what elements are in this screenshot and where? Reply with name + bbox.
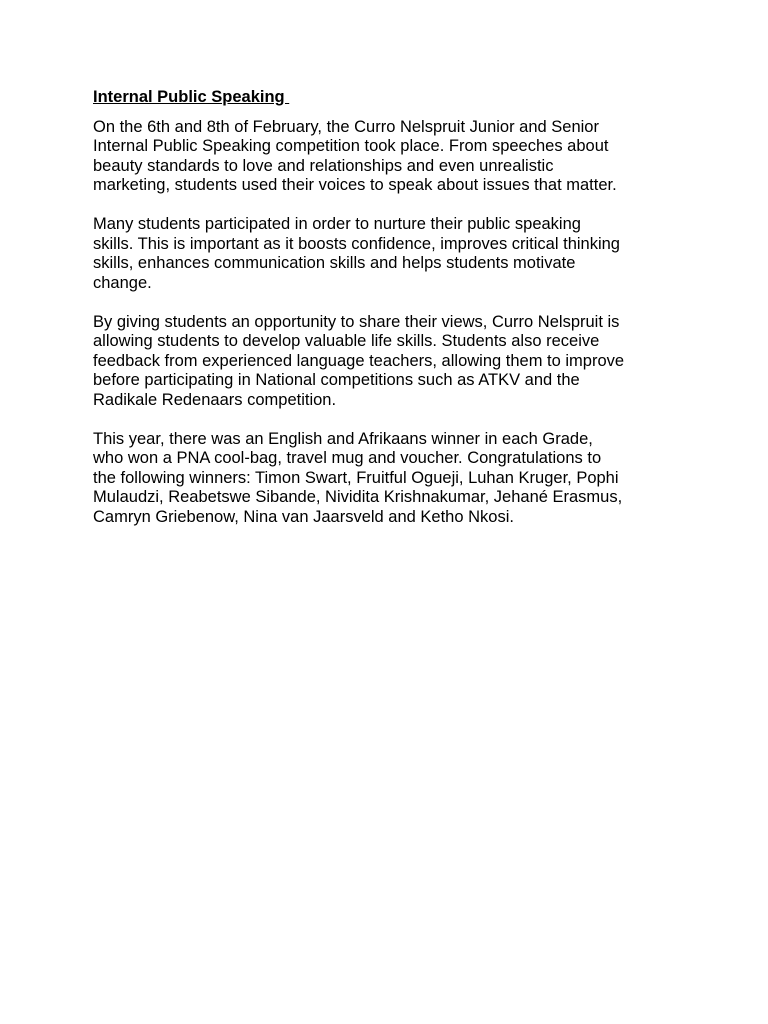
text-line: marketing, students used their voices to speak about issues that matter. bbox=[93, 176, 617, 194]
paragraph-winners bbox=[93, 430, 693, 528]
paragraph-opportunity bbox=[93, 313, 693, 411]
text-line: skills. This is important as it boosts confidence, improves critical thinking bbox=[93, 234, 620, 253]
text-line: the following winners: Timon Swart, Fruitful Ogueji, Luhan Kruger, Pophi bbox=[93, 468, 619, 487]
text-line: feedback from experienced language teachers, allowing them to improve bbox=[93, 351, 625, 370]
text-line: skills, enhances communication skills and helps students motivate bbox=[93, 254, 576, 272]
text-line: beauty standards to love and relationships and even unrealistic bbox=[93, 156, 554, 175]
paragraph-event-summary bbox=[93, 118, 693, 196]
text-line: who won a PNA cool-bag, travel mug and voucher. Congratulations to bbox=[93, 449, 602, 467]
text-line: Many students participated in order to nurture their public speaking bbox=[93, 215, 581, 233]
document-page bbox=[93, 88, 693, 547]
text-line: Camryn Griebenow, Nina van Jaarsveld and Ketho Nkosi. bbox=[93, 507, 514, 526]
text-line: By giving students an opportunity to share their views, Curro Nelspruit is bbox=[93, 312, 620, 331]
document-title: Internal Public Speaking bbox=[93, 88, 290, 106]
text-line: Radikale Redenaars competition. bbox=[93, 390, 337, 409]
paragraph-participation bbox=[93, 215, 693, 293]
text-line: On the 6th and 8th of February, the Curro Nelspruit Junior and Senior bbox=[93, 117, 599, 136]
text-line: This year, there was an English and Afrikaans winner in each Grade, bbox=[93, 429, 593, 448]
text-line: allowing students to develop valuable life skills. Students also receive bbox=[93, 332, 600, 350]
text-line: change. bbox=[93, 273, 152, 292]
text-line: Internal Public Speaking competition took place. From speeches about bbox=[93, 137, 609, 155]
text-line: before participating in National competitions such as ATKV and the bbox=[93, 371, 580, 389]
text-line: Mulaudzi, Reabetswe Sibande, Nividita Krishnakumar, Jehané Erasmus, bbox=[93, 488, 623, 506]
